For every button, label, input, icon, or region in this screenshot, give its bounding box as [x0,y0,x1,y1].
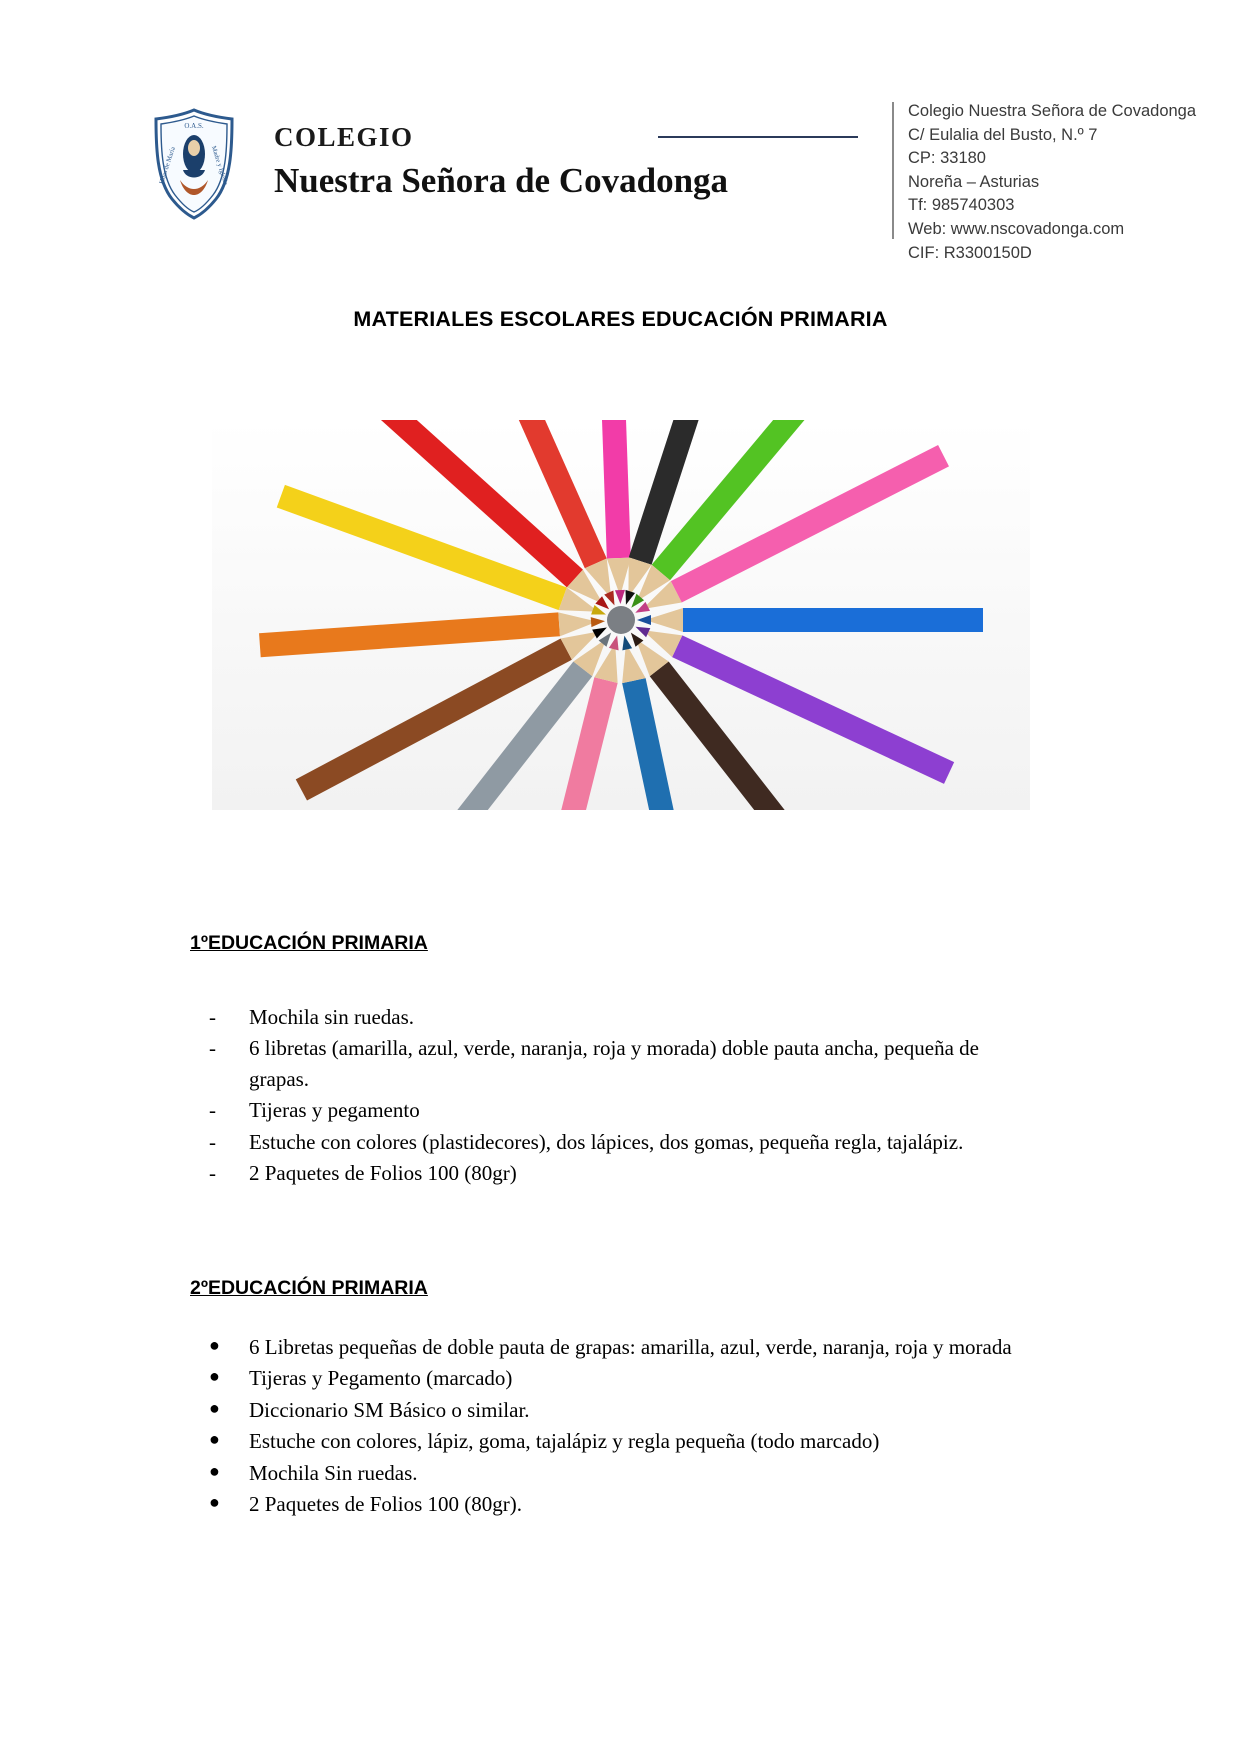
list-item [207,1426,1017,1456]
list-item-text: Tijeras y pegamento [249,1098,420,1123]
materials-list-primaria-1 [207,1002,1017,1190]
list-bullet: - [209,1161,216,1186]
list-item-text: Diccionario SM Básico o similar. [249,1397,530,1422]
list-item [207,1127,1017,1157]
section-heading-primaria-2: 2ºEDUCACIÓN PRIMARIA [190,1277,428,1299]
list-bullet: ● [209,1397,220,1418]
list-item [207,1332,1017,1362]
list-bullet: - [209,1098,216,1123]
list-item-text: Mochila sin ruedas. [249,1005,415,1029]
list-item-text: 6 libretas (amarilla, azul, verde, naranja, roja y morada) doble pauta ancha, pequeña de grapas. [249,1036,979,1091]
list-bullet: ● [209,1335,220,1355]
list-bullet: - [209,1036,216,1061]
letterhead-rule [658,136,858,138]
list-bullet: - [209,1129,216,1154]
page-title: MATERIALES ESCOLARES EDUCACIÓN PRIMARIA [353,307,888,331]
school-name-block [238,98,892,201]
section-heading-primaria-1: 1ºEDUCACIÓN PRIMARIA [190,932,428,954]
contact-line: Noreña – Asturias [908,172,1040,191]
school-name-line1: COLEGIO [274,122,414,152]
list-item-text: Mochila Sin ruedas. [249,1460,418,1485]
list-bullet: ● [209,1460,220,1481]
list-bullet: ● [209,1366,220,1387]
list-item [207,1395,1017,1425]
list-item [207,1489,1017,1519]
list-item [207,1458,1017,1488]
letterhead [150,98,1197,262]
list-item [207,1158,1017,1188]
svg-text:O.A.S.: O.A.S. [184,122,204,130]
list-item [207,1363,1017,1393]
list-item-text: Estuche con colores, lápiz, goma, tajalápiz y regla pequeña (todo marcado) [249,1429,880,1454]
list-item-text: Estuche con colores (plastidecores), dos lápices, dos gomas, pequeña regla, tajalápiz. [249,1129,964,1154]
contact-line: CIF: R3300150D [908,243,1032,262]
contact-line: Web: www.nscovadonga.com [908,219,1125,238]
list-bullet: ● [209,1429,220,1450]
list-item-text: Tijeras y Pegamento (marcado) [249,1366,513,1391]
list-item-text: 6 Libretas pequeñas de doble pauta de grapas: amarilla, azul, verde, naranja, roja y morada [249,1335,1012,1359]
list-bullet: - [209,1005,216,1029]
school-crest-icon [150,108,238,220]
list-item [207,1002,1017,1032]
materials-list-primaria-2 [207,1332,1017,1521]
list-bullet: ● [209,1492,220,1513]
contact-line: Colegio Nuestra Señora de Covadonga [908,102,1197,120]
svg-text:Madre y Iglesia: Madre y Iglesia [209,145,230,187]
colored-pencils-photo [212,420,1030,810]
list-item-text: 2 Paquetes de Folios 100 (80gr) [249,1161,517,1186]
svg-text:Hijas de María: Hijas de María [158,146,177,185]
contact-line: Tf: 985740303 [908,196,1015,215]
contact-line: C/ Eulalia del Busto, N.º 7 [908,125,1098,144]
list-item [207,1095,1017,1125]
list-item-text: 2 Paquetes de Folios 100 (80gr). [249,1492,522,1517]
list-item [207,1033,1017,1094]
school-name-line2: Nuestra Señora de Covadonga [274,161,729,200]
contact-line: CP: 33180 [908,149,986,168]
contact-block [908,98,1196,265]
letterhead-divider [892,102,894,239]
